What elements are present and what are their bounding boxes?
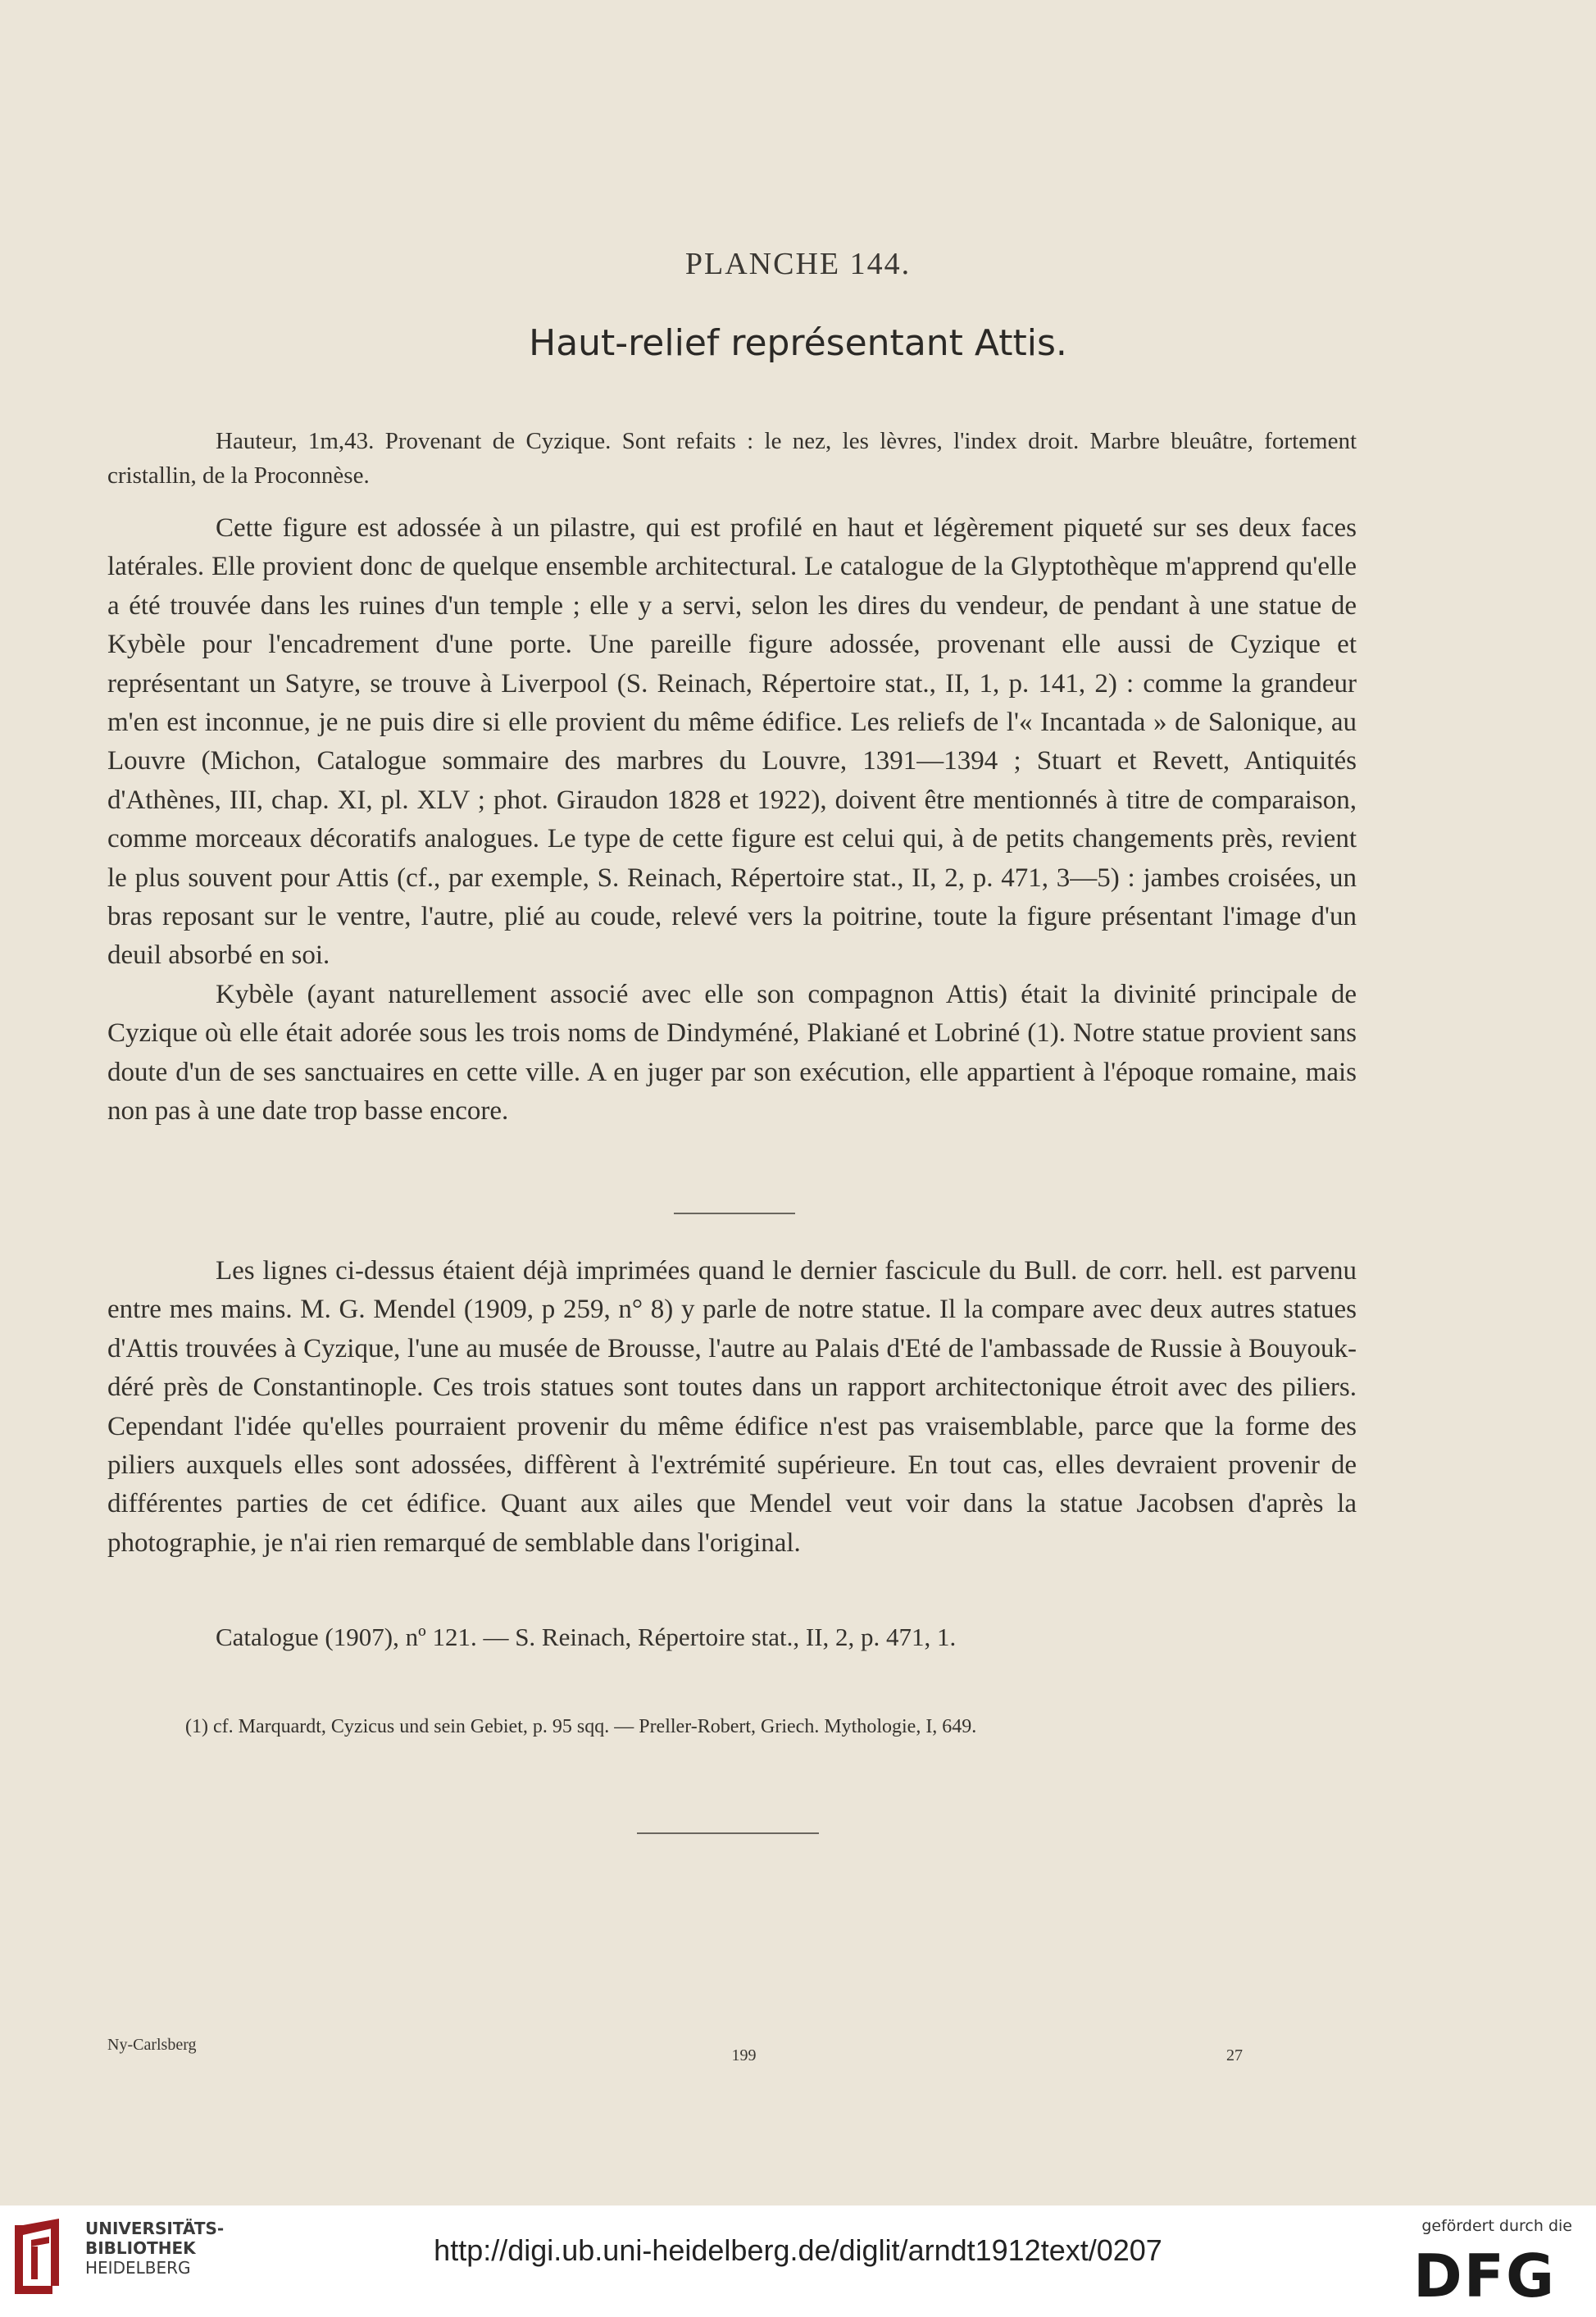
funder-caption: gefördert durch die	[1421, 2217, 1572, 2235]
addendum-paragraph: Les lignes ci-dessus étaient déjà imprimées quand le dernier fascicule du Bull. de corr. hell. est parvenu entre mes mains. M. G. Mendel (1909, p 259, n° 8) y parle de notre statue. Il la compare avec deux autres statues d'Attis trouvées à Cyzique, l'une au musée de Brousse, l'autre au Palais d'Eté de l'ambassade de Russie à Bouyouk-déré près de Constantinople. Ces trois statues sont toutes dans un rapport architectonique étroit avec des piliers. Cependant l'idée qu'elles pourraient provenir du même édifice n'est pas vraisemblable, parce que la forme des piliers auxquels elles sont adossées, diffèrent à l'extrémité supérieure. En tout cas, elles devraient provenir de différentes parties de cet édifice. Quant aux ailes que Mendel veut voir dans la statue Jacobsen d'après la photographie, je n'ai rien remarqué de semblable dans l'original.	[107, 1256, 1357, 1558]
catalogue-reference: Catalogue (1907), nº 121. — S. Reinach, Répertoire stat., II, 2, p. 471, 1.	[216, 1623, 957, 1651]
permalink-text[interactable]: http://digi.ub.uni-heidelberg.de/diglit/arndt1912text/0207	[434, 2233, 1162, 2267]
main-text	[107, 509, 1357, 1131]
signature-mark: Ny-Carlsberg	[107, 2036, 197, 2054]
library-name-line-2: BIBLIOTHEK	[85, 2238, 196, 2258]
footnote-divider	[637, 1832, 819, 1834]
plate-number: PLANCHE 144.	[684, 247, 912, 281]
addendum-text	[107, 1252, 1357, 1563]
paragraph-1: Cette figure est adossée à un pilastre, qui est profilé en haut et légèrement piqueté sur ses deux faces latérales. Elle provient donc de quelque ensemble architectural. Le catalogue de la Glyptothèque m'apprend qu'elle a été trouvée dans les ruines d'un temple ; elle y a servi, selon les dires du vendeur, de pendant à une statue de Kybèle pour l'encadrement d'une porte. Une pareille figure adossée, provenant elle aussi de Cyzique et représentant un Satyre, se trouve à Liverpool (S. Reinach, Répertoire stat., II, 1, p. 141, 2) : comme la grandeur m'en est inconnue, je ne puis dire si elle provient du même édifice. Les reliefs de l'« Incantada » de Salonique, au Louvre (Michon, Catalogue sommaire des marbres du Louvre, 1391—1394 ; Stuart et Revett, Antiquités d'Athènes, III, chap. XI, pl. XLV ; phot. Giraudon 1828 et 1922), doivent être mentionnés à titre de comparaison, comme morceaux décoratifs analogues. Le type de cette figure est celui qui, à de petits changements près, revient le plus souvent pour Attis (cf., par exemple, S. Reinach, Répertoire stat., II, 2, p. 471, 3—5) : jambes croisées, un bras reposant sur le ventre, l'autre, plié au coude, relevé vers la poitrine, toute la figure présentant l'image d'un deuil absorbé en soi.	[107, 513, 1357, 971]
intro-text: Hauteur, 1m,43. Provenant de Cyzique. Sont refaits : le nez, les lèvres, l'index droit. Marbre bleuâtre, fortement cristallin, de la Proconnèse.	[107, 428, 1357, 489]
footnote: (1) cf. Marquardt, Cyzicus und sein Gebiet, p. 95 sqq. — Preller-Robert, Griech. Mythologie, I, 649.	[185, 1716, 977, 1737]
page-number: 27	[1226, 2046, 1243, 2064]
permalink-url[interactable]	[0, 2233, 1596, 2268]
paragraph-2: Kybèle (ayant naturellement associé avec elle son compagnon Attis) était la divinité principale de Cyzique où elle était adorée sous les trois noms de Dindyméné, Plakiané et Lobriné (1). Notre statue provient sans doute d'un de ses sanctuaires en cette ville. A en juger par son exécution, elle appartient à l'époque romaine, mais non pas à une date trop basse encore.	[107, 979, 1357, 1127]
sheet-number: 199	[731, 2046, 757, 2064]
page-title: Haut-relief représentant Attis.	[529, 322, 1067, 364]
section-divider	[674, 1213, 795, 1214]
object-description	[107, 424, 1357, 493]
library-name-line-3: HEIDELBERG	[85, 2258, 191, 2278]
library-name-line-1: UNIVERSITÄTS-	[85, 2219, 225, 2238]
dfg-logo: DFG	[1413, 2242, 1557, 2310]
